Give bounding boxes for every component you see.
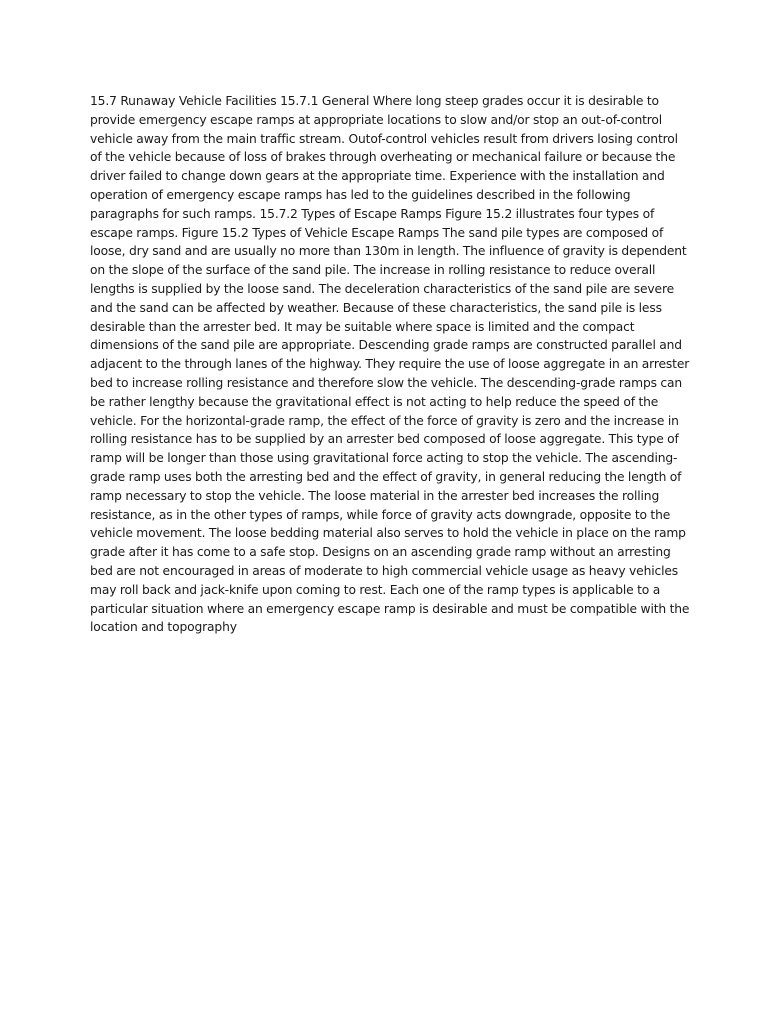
body-paragraph: 15.7 Runaway Vehicle Facilities 15.7.1 General Where long steep grades occur it is desirable to provide emergency escape ramps at appropriate locations to slow and/or stop an out-of-control vehicle away from the main traffic stream. Outof-control vehicles result from drivers losing control of the vehicle because of loss of brakes through overheating or mechanical failure or because the driver failed to change down gears at the appropriate time. Experience with the installation and operation of emergency escape ramps has led to the guidelines described in the following paragraphs for such ramps. 15.7.2 Types of Escape Ramps Figure 15.2 illustrates four types of escape ramps. Figure 15.2 Types of Vehicle Escape Ramps The sand pile types are composed of loose, dry sand and are usually no more than 130m in length. The influence of gravity is dependent on the slope of the surface of the sand pile. The increase in rolling resistance to reduce overall lengths is supplied by the loose sand. The deceleration characteristics of the sand pile are severe and the sand can be affected by weather. Because of these characteristics, the sand pile is less desirable than the arrester bed. It may be suitable where space is limited and the compact dimensions of the sand pile are appropriate. Descending grade ramps are constructed parallel and adjacent to the through lanes of the highway. They require the use of loose aggregate in an arrester bed to increase rolling resistance and therefore slow the vehicle. The descending-grade ramps can be rather lengthy because the gravitational effect is not acting to help reduce the speed of the vehicle. For the horizontal-grade ramp, the effect of the force of gravity is zero and the increase in rolling resistance has to be supplied by an arrester bed composed of loose aggregate. This type of ramp will be longer than those using gravitational force acting to stop the vehicle. The ascending-grade ramp uses both the arresting bed and the effect of gravity, in general reducing the length of ramp necessary to stop the vehicle. The loose material in the arrester bed increases the rolling resistance, as in the other types of ramps, while force of gravity acts downgrade, opposite to the vehicle movement. The loose bedding material also serves to hold the vehicle in place on the ramp grade after it has come to a safe stop. Designs on an ascending grade ramp without an arresting bed are not encouraged in areas of moderate to high commercial vehicle usage as heavy vehicles may roll back and jack-knife upon coming to rest. Each one of the ramp types is applicable to a particular situation where an emergency escape ramp is desirable and must be compatible with the location and topography [90,94,690,635]
